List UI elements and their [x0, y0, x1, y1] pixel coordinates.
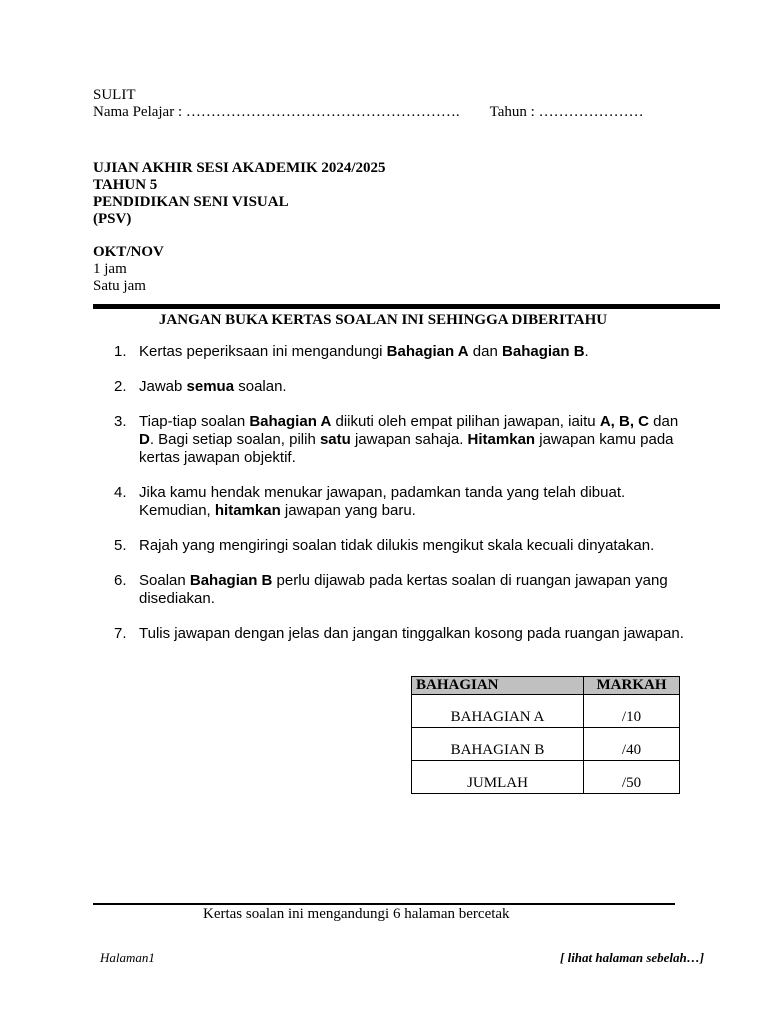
instruction-item: [114, 413, 684, 467]
instruction-text: Tulis jawapan dengan jelas dan jangan tinggalkan kosong pada ruangan jawapan.: [139, 625, 684, 642]
instruction-number: 1.: [114, 343, 127, 360]
instruction-text: Kertas peperiksaan ini mengandungi Bahagian A dan Bahagian B.: [139, 343, 589, 360]
instruction-item: [114, 537, 684, 555]
column-header-marks: MARKAH: [584, 677, 680, 695]
marks-table: [411, 676, 680, 794]
exam-duration: 1 jam: [93, 261, 127, 277]
student-info-line: [93, 104, 693, 121]
instruction-text: Jawab semua soalan.: [139, 378, 287, 395]
table-row: [412, 761, 680, 794]
instruction-item: [114, 484, 684, 520]
exam-year: TAHUN 5: [93, 177, 158, 193]
exam-title-block: [93, 160, 693, 228]
instruction-number: 7.: [114, 625, 127, 642]
section-name: BAHAGIAN A: [412, 695, 584, 728]
instruction-item: [114, 343, 684, 361]
instruction-text: Soalan Bahagian B perlu dijawab pada kertas soalan di ruangan jawapan yang disediakan.: [139, 572, 668, 607]
footer-divider: [93, 903, 675, 905]
instruction-number: 6.: [114, 572, 127, 589]
page-number: Halaman1: [100, 950, 155, 965]
instruction-number: 3.: [114, 413, 127, 430]
section-marks: /10: [584, 695, 680, 728]
warning-notice: JANGAN BUKA KERTAS SOALAN INI SEHINGGA DIBERITAHU: [158, 312, 608, 328]
instruction-item: [114, 625, 684, 643]
section-name: BAHAGIAN B: [412, 728, 584, 761]
exam-session-block: [93, 244, 693, 295]
document-header: [93, 87, 693, 121]
instruction-number: 2.: [114, 378, 127, 395]
page-count-note: Kertas soalan ini mengandungi 6 halaman bercetak: [203, 906, 510, 922]
table-row: [412, 728, 680, 761]
exam-subject: PENDIDIKAN SENI VISUAL: [93, 194, 289, 210]
total-label: JUMLAH: [412, 761, 584, 794]
year-field: Tahun : …………………: [489, 104, 644, 120]
column-header-section: BAHAGIAN: [412, 677, 584, 695]
next-page-note: [ lihat halaman sebelah…]: [560, 950, 705, 965]
section-marks: /40: [584, 728, 680, 761]
table-row: [412, 695, 680, 728]
classification-label: SULIT: [93, 87, 136, 103]
instruction-number: 5.: [114, 537, 127, 554]
exam-duration-words: Satu jam: [93, 278, 146, 294]
student-name-field: Nama Pelajar : ……………………………………………….: [93, 104, 460, 120]
instruction-item: [114, 378, 684, 396]
header-divider: [93, 304, 720, 309]
exam-subject-code: (PSV): [93, 211, 132, 227]
total-marks: /50: [584, 761, 680, 794]
exam-month: OKT/NOV: [93, 244, 164, 260]
instruction-text: Jika kamu hendak menukar jawapan, padamkan tanda yang telah dibuat. Kemudian, hitamkan jawapan yang baru.: [139, 484, 626, 519]
instructions-list: [114, 343, 684, 660]
exam-title: UJIAN AKHIR SESI AKADEMIK 2024/2025: [93, 160, 386, 176]
instruction-text: Tiap-tiap soalan Bahagian A diikuti oleh empat pilihan jawapan, iaitu A, B, C dan D. Bagi setiap soalan, pilih satu jawapan sahaja. Hitamkan jawapan kamu pada kertas jawapan objektif.: [139, 413, 679, 466]
marks-table-header: [412, 677, 680, 695]
instruction-text: Rajah yang mengiringi soalan tidak dilukis mengikut skala kecuali dinyatakan.: [139, 537, 655, 554]
instruction-item: [114, 572, 684, 608]
instruction-number: 4.: [114, 484, 127, 501]
